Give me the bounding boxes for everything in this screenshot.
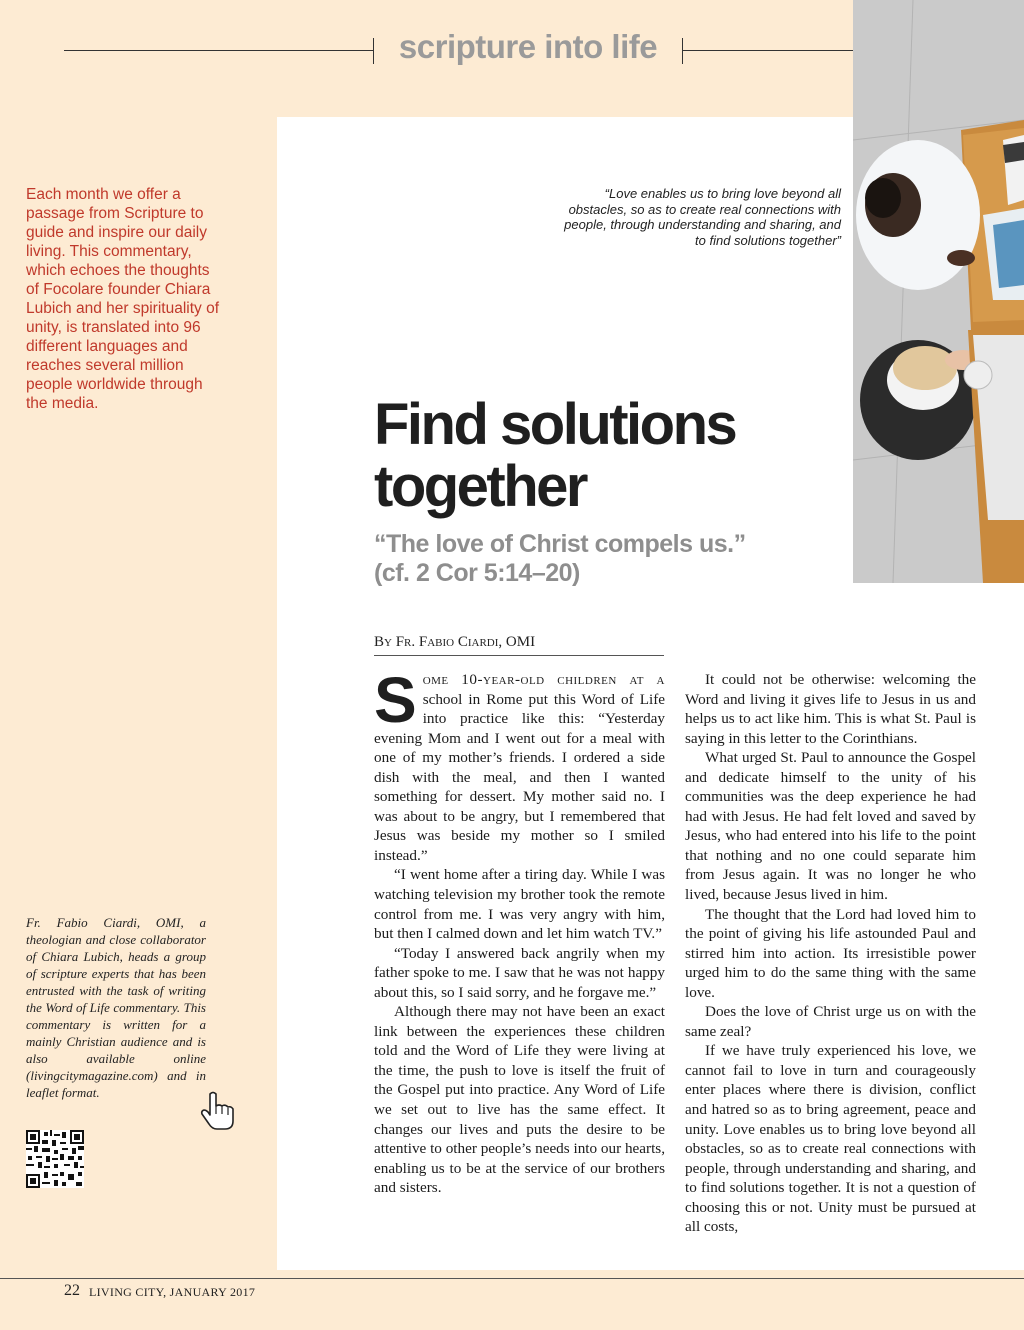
paragraph: What urged St. Paul to announce the Gospel and dedicate himself to the unity of his communities was the deep experience he had had with Jesus. He had felt loved and saved by Jesus, who had entered into his life to the point that nothing and no one could separate him from Jesus again. It was no longer he who lived, because Jesus lived in him.	[685, 749, 976, 904]
sidebar-intro: Each month we offer a passage from Scripture to guide and inspire our daily living. This commentary, which echoes the thoughts of Focolare founder Chiara Lubich and her spirituality of unity, is translated into 96 different languages and reaches several million people worldwide through the media.	[26, 186, 220, 412]
pointing-hand-icon	[200, 1090, 234, 1130]
subheadline-reference: (cf. 2 Cor 5:14–20)	[374, 559, 580, 587]
drop-cap: S	[374, 664, 417, 736]
header-rule-right	[682, 50, 854, 51]
paragraph	[374, 664, 665, 865]
article-column-2	[685, 670, 976, 1237]
subheadline	[374, 530, 844, 588]
header-tick-right	[682, 38, 683, 64]
paragraph: The thought that the Lord had loved him to the point of giving his life astounded Paul and stirred him into action. Its irresistible power urged him to do the same thing with the same love.	[685, 905, 976, 1001]
paragraph-text: school in Rome put this Word of Life into practice like this: “Yesterday evening Mom and I went out for a meal with one of my mother’s friends. I ordered a side dish with the meal, and then I wanted something for dessert. My mother said no. I was about to be angry, but I remembered that Jesus was beside my mother so I smiled instead.”	[374, 690, 665, 864]
headline-line-1: Find solutions	[374, 392, 736, 457]
paragraph: It could not be otherwise: welcoming the Word and living it gives life to Jesus in us and helps us to act like him. This is what St. Paul is saying in this letter to the Corinthians.	[685, 671, 976, 747]
page-number: 22	[64, 1282, 80, 1299]
paragraph: “Today I answered back angrily when my father spoke to me. I saw that he was not happy about this, so I said sorry, and he forgave me.”	[374, 944, 665, 1001]
paragraph: “I went home after a tiring day. While I was watching television my brother took the remote control from me. I was very angry with him, but then I calmed down and let him watch TV.”	[374, 866, 665, 943]
paragraph: Although there may not have been an exact link between the experiences these children told and the Word of Life they were living at the time, the push to love is itself the fruit of the Gospel put into practice. Any Word of Life we set out to live has the same effect. It changes our lives and puts the desire to be attentive to other people’s needs into our hearts, enabling us to be at the service of our brothers and sisters.	[374, 1003, 666, 1197]
header-rule-left	[64, 50, 374, 51]
headline	[374, 394, 844, 518]
subheadline-quote: “The love of Christ compels us.”	[374, 530, 746, 558]
lead-in: ome 10-year-old children at a	[422, 671, 665, 688]
author-note: Fr. Fabio Ciardi, OMI, a theologian and close collaborator of Chiara Lubich, heads a group of scripture experts that has been entrusted with the task of writing the Word of Life commentary. This commentary is written for a mainly Christian audience and is also available online (livingcitymagazine.com) and in leaflet format.	[26, 915, 206, 1100]
pull-quote: “Love enables us to bring love beyond all obstacles, so as to create real connections with people, through understanding and sharing, and to find solutions together”	[564, 186, 841, 248]
paragraph: If we have truly experienced his love, we cannot fail to love in turn and courageously enter places where there is division, conflict and hatred so as to bring agreement, peace and unity. Love enables us to bring love beyond all obstacles, so as to create real connections with people, through understanding and sharing, and to find solutions together. It is not a question of choosing this or not. Unity must be pursued at all costs,	[685, 1042, 976, 1236]
article-photo	[853, 0, 1024, 583]
article-column-1	[374, 664, 666, 1198]
paragraph: Does the love of Christ urge us on with the same zeal?	[685, 1003, 976, 1040]
qr-code-icon[interactable]	[26, 1130, 84, 1188]
footer-rule	[0, 1278, 1024, 1279]
footer-magazine-date: LIVING CITY, JANUARY 2017	[89, 1285, 256, 1299]
headline-line-2: together	[374, 454, 586, 519]
byline: By Fr. Fabio Ciardi, OMI	[374, 634, 664, 656]
section-title: scripture into life	[398, 28, 658, 65]
header-tick-left	[373, 38, 374, 64]
